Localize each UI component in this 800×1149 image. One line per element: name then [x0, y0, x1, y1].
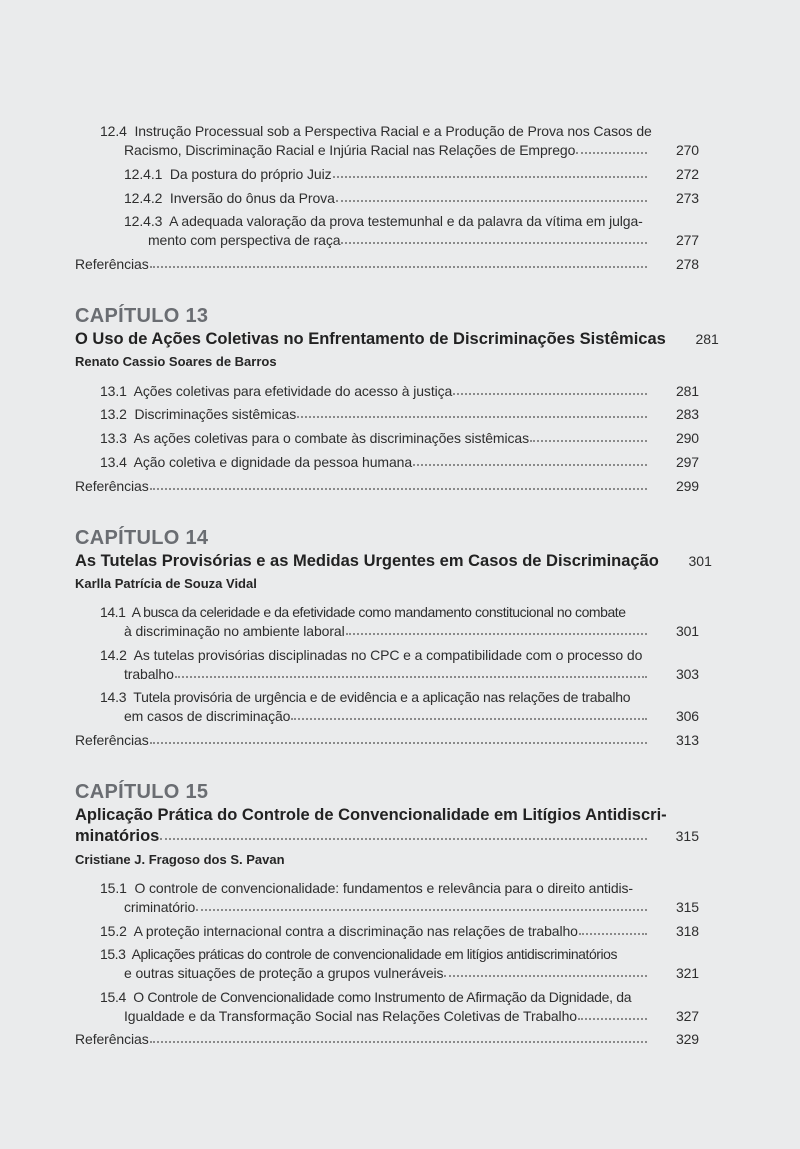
- leader-dots: [150, 265, 647, 268]
- toc-entry-15-3[interactable]: [100, 945, 699, 983]
- entry-title-cont: e outras situações de proteção a grupos vulneráveis: [124, 965, 444, 981]
- leader-dots: [196, 908, 647, 911]
- leader-dots: [291, 717, 647, 720]
- page-number: 281: [675, 383, 699, 399]
- toc-entry-14-3[interactable]: [100, 688, 699, 726]
- entry-title-cont: à discriminação no ambiente laboral: [124, 623, 345, 639]
- leader-dots: [444, 974, 647, 977]
- entry-title: Referências: [75, 478, 149, 494]
- toc-entry-12-4-3[interactable]: [124, 212, 699, 250]
- leader-dots: [160, 837, 647, 840]
- leader-dots: [150, 741, 647, 744]
- toc-entry-14-2[interactable]: [100, 646, 699, 684]
- toc-entry-13-3[interactable]: [100, 429, 699, 448]
- toc-entry-15-2[interactable]: [100, 922, 699, 941]
- chapter-title[interactable]: O Uso de Ações Coletivas no Enfrentamento de Discriminações Sistêmicas 281: [75, 330, 719, 348]
- leader-dots: [413, 463, 647, 466]
- entry-number: 12.4.1: [124, 166, 163, 182]
- leader-dots: [530, 439, 647, 442]
- leader-dots: [175, 675, 647, 678]
- toc-entry-13-1[interactable]: [100, 382, 699, 401]
- entry-title: O controle de convencionalidade: fundamentos e relevância para o direito antidis-: [134, 880, 633, 896]
- entry-number: 12.4.2: [124, 190, 163, 206]
- entry-title: A proteção internacional contra a discriminação nas relações de trabalho: [133, 923, 578, 939]
- page-number: 315: [675, 828, 699, 844]
- toc-entry-references-13[interactable]: [75, 477, 699, 496]
- entry-number: 13.4: [100, 454, 127, 470]
- entry-number: 13.1: [100, 383, 127, 399]
- leader-dots: [333, 175, 647, 178]
- leader-dots: [150, 1040, 647, 1043]
- page-number: 272: [675, 166, 699, 182]
- entry-title: Referências: [75, 732, 149, 748]
- entry-title: As ações coletivas para o combate às discriminações sistêmicas: [133, 430, 529, 446]
- leader-dots: [579, 932, 647, 935]
- toc-entry-12-4-1[interactable]: [124, 165, 699, 184]
- entry-title: Instrução Processual sob a Perspectiva Racial e a Produção de Prova nos Casos de: [134, 123, 652, 139]
- entry-number: 15.4: [100, 989, 127, 1005]
- toc-entry-references-14[interactable]: [75, 731, 699, 750]
- entry-title: Referências: [75, 1031, 149, 1047]
- entry-title: Discriminações sistêmicas: [134, 406, 297, 422]
- page-number: 301: [675, 623, 699, 639]
- page-number: 277: [675, 232, 699, 248]
- leader-dots: [576, 151, 647, 154]
- chapter-label: CAPÍTULO 14: [75, 527, 209, 549]
- entry-title-cont: mento com perspectiva de raça: [148, 232, 341, 248]
- chapter-label: CAPÍTULO 15: [75, 781, 209, 803]
- entry-title: Tutela provisória de urgência e de evidência e a aplicação nas relações de trabalho: [133, 689, 631, 705]
- entry-title: Referências: [75, 256, 149, 272]
- page-number: 297: [675, 454, 699, 470]
- entry-title: Ações coletivas para efetividade do acesso à justiça: [133, 383, 453, 399]
- toc-entry-15-1[interactable]: [100, 879, 699, 917]
- chapter-title[interactable]: Aplicação Prática do Controle de Convencionalidade em Litígios Antidiscri- minatórios 315: [75, 806, 699, 845]
- page-number: 315: [675, 899, 699, 915]
- entry-title-cont: Racismo, Discriminação Racial e Injúria Racial nas Relações de Emprego: [124, 142, 576, 158]
- page-number: 299: [675, 478, 699, 494]
- entry-number: 13.2: [100, 406, 127, 422]
- page-number: 278: [675, 256, 699, 272]
- entry-number: 14.1: [100, 604, 126, 620]
- entry-title-cont: Igualdade e da Transformação Social nas Relações Coletivas de Trabalho: [124, 1008, 577, 1024]
- page-number: 329: [675, 1031, 699, 1047]
- leader-dots: [578, 1017, 647, 1020]
- page-number: 303: [675, 666, 699, 682]
- entry-number: 15.3: [100, 946, 126, 962]
- page-number: 306: [675, 708, 699, 724]
- toc-entry-references-15[interactable]: [75, 1030, 699, 1049]
- chapter-author: Cristiane J. Fragoso dos S. Pavan: [75, 852, 285, 867]
- toc-entry-references-12[interactable]: [75, 255, 699, 274]
- entry-title: A busca da celeridade e da efetividade como mandamento constitucional no combate: [131, 604, 626, 620]
- page-number: 313: [675, 732, 699, 748]
- leader-dots: [336, 199, 647, 202]
- leader-dots: [297, 415, 647, 418]
- page-number: 318: [675, 923, 699, 939]
- toc-entry-12-4[interactable]: [100, 122, 699, 160]
- entry-number: 15.2: [100, 923, 127, 939]
- entry-number: 12.4: [100, 123, 127, 139]
- leader-dots: [346, 632, 647, 635]
- leader-dots: [150, 487, 647, 490]
- toc-entry-15-4[interactable]: [100, 988, 699, 1026]
- entry-title-cont: trabalho: [124, 666, 174, 682]
- page-number: 270: [675, 142, 699, 158]
- toc-entry-14-1[interactable]: [100, 603, 699, 641]
- toc-entry-13-4[interactable]: [100, 453, 699, 472]
- chapter-author: Renato Cassio Soares de Barros: [75, 354, 277, 369]
- entry-number: 12.4.3: [124, 213, 163, 229]
- entry-title: O Controle de Convencionalidade como Instrumento de Afirmação da Dignidade, da: [133, 989, 632, 1005]
- toc-entry-13-2[interactable]: [100, 405, 699, 424]
- toc-entry-12-4-2[interactable]: [124, 189, 699, 208]
- entry-number: 13.3: [100, 430, 127, 446]
- entry-title: Aplicações práticas do controle de convencionalidade em litígios antidiscriminatórios: [131, 946, 618, 962]
- leader-dots: [341, 241, 647, 244]
- entry-number: 14.2: [100, 647, 127, 663]
- entry-title: As tutelas provisórias disciplinadas no CPC e a compatibilidade com o processo do: [133, 647, 643, 663]
- entry-title-cont: criminatório: [124, 899, 196, 915]
- entry-title: Ação coletiva e dignidade da pessoa humana: [133, 454, 413, 470]
- leader-dots: [453, 392, 647, 395]
- entry-title: Inversão do ônus da Prova: [169, 190, 335, 206]
- entry-title: A adequada valoração da prova testemunhal e da palavra da vítima em julga-: [169, 213, 643, 229]
- page-number: 301: [688, 553, 712, 569]
- chapter-author: Karlla Patrícia de Souza Vidal: [75, 576, 257, 591]
- page-number: 281: [695, 331, 719, 347]
- page-number: 321: [675, 965, 699, 981]
- page-number: 273: [675, 190, 699, 206]
- entry-number: 14.3: [100, 689, 127, 705]
- entry-number: 15.1: [100, 880, 127, 896]
- page-number: 283: [675, 406, 699, 422]
- chapter-label: CAPÍTULO 13: [75, 305, 209, 327]
- page-number: 290: [675, 430, 699, 446]
- entry-title-cont: em casos de discriminação: [124, 708, 291, 724]
- entry-title: Da postura do próprio Juiz: [169, 166, 332, 182]
- chapter-title[interactable]: As Tutelas Provisórias e as Medidas Urgentes em Casos de Discriminação 301: [75, 552, 712, 570]
- page-number: 327: [675, 1008, 699, 1024]
